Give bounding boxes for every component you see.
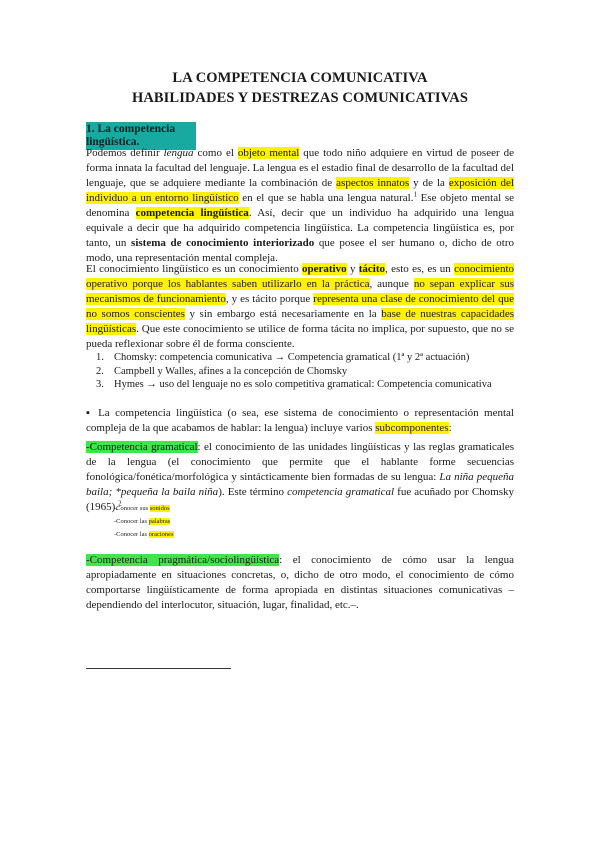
highlighted-text: tácito (358, 263, 386, 275)
highlighted-text: operativo (302, 263, 347, 275)
highlighted-text: sonidos (149, 505, 170, 512)
text-run: Ese objeto mental se denomina (86, 192, 514, 219)
text-run: El conocimiento lingüístico es un conocimiento (86, 263, 303, 275)
text-run: competencia gramatical (287, 486, 395, 498)
highlighted-text: -Competencia pragmática/sociolingüística (86, 554, 280, 566)
document-title: LA COMPETENCIA COMUNICATIVA (172, 70, 428, 86)
highlighted-text: palabras (148, 518, 171, 525)
text-run: ▪ La competencia lingüística (o sea, ese sistema de conocimiento o representación mental compleja de la que acabamos de hablar: la lengua) incluye varios (86, 407, 514, 434)
highlighted-text: exposición del individuo a un entorno lingüístico (86, 177, 514, 204)
footnote-separator (86, 668, 231, 669)
text-run: y (346, 263, 359, 275)
list-item (96, 351, 516, 365)
text-run: : el conocimiento de cómo usar la lengua apropiadamente en situaciones concretas, o, dicho de otro modo, el conocimiento de cómo comportarse lingüísticamente de forma apropiada en distintas situaciones comunicativas –dependiendo del interlocutor, situación, lugar, finalidad, etc.–. (86, 554, 514, 611)
text-run: Podemos definir (86, 147, 164, 159)
list-number: 1. (96, 352, 104, 363)
text-run: y de la (409, 177, 449, 189)
text-run: 2 (118, 499, 122, 508)
highlighted-text: competencia lingüística (135, 207, 249, 219)
text-run: , aunque (369, 278, 414, 290)
paragraph-pragmatic (86, 553, 514, 613)
sub-item-sentences (114, 528, 174, 541)
text-run: lengua (163, 147, 194, 159)
highlighted-text: objeto mental (237, 147, 300, 159)
text-run: La niña pequeña baila; *pequeña la baila niña (86, 471, 514, 498)
text-run: como el (193, 147, 238, 159)
highlighted-text: -Competencia gramatical (86, 441, 198, 453)
text-run: : el conocimiento de las unidades lingüísticas y las reglas gramaticales de la lengua (el conocimiento que permite que el hablante forme secuencias fonológica/fonética/morfológica y sintácticamente bien formadas de su lengua: (86, 441, 514, 483)
text-run: -Conocer las (114, 518, 149, 525)
list-text: Hymes → uso del lenguaje no es solo competitiva gramatical: Competencia comunicativa (114, 379, 492, 390)
paragraph-knowledge (86, 262, 514, 352)
list-text: Campbell y Walles, afines a la concepción de Chomsky (114, 365, 348, 377)
text-run: sistema de conocimiento interiorizado (131, 237, 315, 249)
paragraph-definition (86, 146, 514, 266)
document-subtitle: HABILIDADES Y DESTREZAS COMUNICATIVAS (131, 90, 469, 106)
list-item (96, 378, 516, 392)
text-run: ). Este término (218, 486, 288, 498)
highlighted-text: base de nuestras capacidades lingüísticas (86, 308, 514, 335)
text-run: en el que se habla una lengua natural. (238, 192, 414, 204)
text-run: 1 (413, 190, 417, 199)
highlighted-text: oraciones (148, 531, 174, 538)
list-text: Chomsky: competencia comunicativa → Competencia gramatical (1ª y 2ª actuación) (114, 352, 470, 363)
list-item (96, 365, 516, 379)
sub-item-words (114, 515, 174, 528)
text-run: -Conocer sus (114, 505, 150, 512)
text-run: y sin embargo está necesariamente en la (184, 308, 382, 320)
sub-items (114, 502, 174, 541)
text-run: que todo niño adquiere en virtud de poseer de forma innata la facultad del lenguaje. La lengua es el estadio final de desarrollo de la facultad del lenguaje, que se adquiere mediante la combinación de (86, 147, 514, 189)
text-run: fue acuñado por Chomsky (1965). (86, 486, 514, 513)
section-heading: 1. La competencia lingüística. (86, 122, 196, 150)
text-run: . Que este conocimiento se utilice de forma tácita no implica, por supuesto, que no se pueda reflexionar sobre él de forma consciente. (86, 323, 514, 350)
list-number: 3. (96, 379, 104, 390)
text-run: , y es tácito porque (225, 293, 314, 305)
highlighted-text: representa una clase de conocimiento del que no somos conscientes (86, 293, 514, 320)
authors-list (96, 351, 516, 392)
list-number: 2. (96, 365, 104, 377)
paragraph-subcomponents (86, 406, 514, 436)
sub-item-sounds (114, 502, 174, 515)
highlighted-text: aspectos innatos (336, 177, 410, 189)
text-run: -Conocer las (114, 531, 149, 538)
highlighted-text: conocimiento operativo porque los hablantes saben utilizarlo en la práctica (86, 263, 514, 290)
highlighted-text: subcomponentes (375, 422, 449, 434)
text-run: , esto es, es un (385, 263, 455, 275)
highlighted-text: no sepan explicar sus mecanismos de funcionamiento (86, 278, 515, 305)
text-run: . Así, decir que un individuo ha adquirido una lengua equivale a decir que ha adquirido competencia lingüística. La competencia lingüística es, por tanto, un (86, 207, 514, 249)
text-run: : (448, 422, 452, 434)
text-run: que posee el ser humano o, dicho de otro modo, una representación mental compleja. (86, 237, 515, 264)
